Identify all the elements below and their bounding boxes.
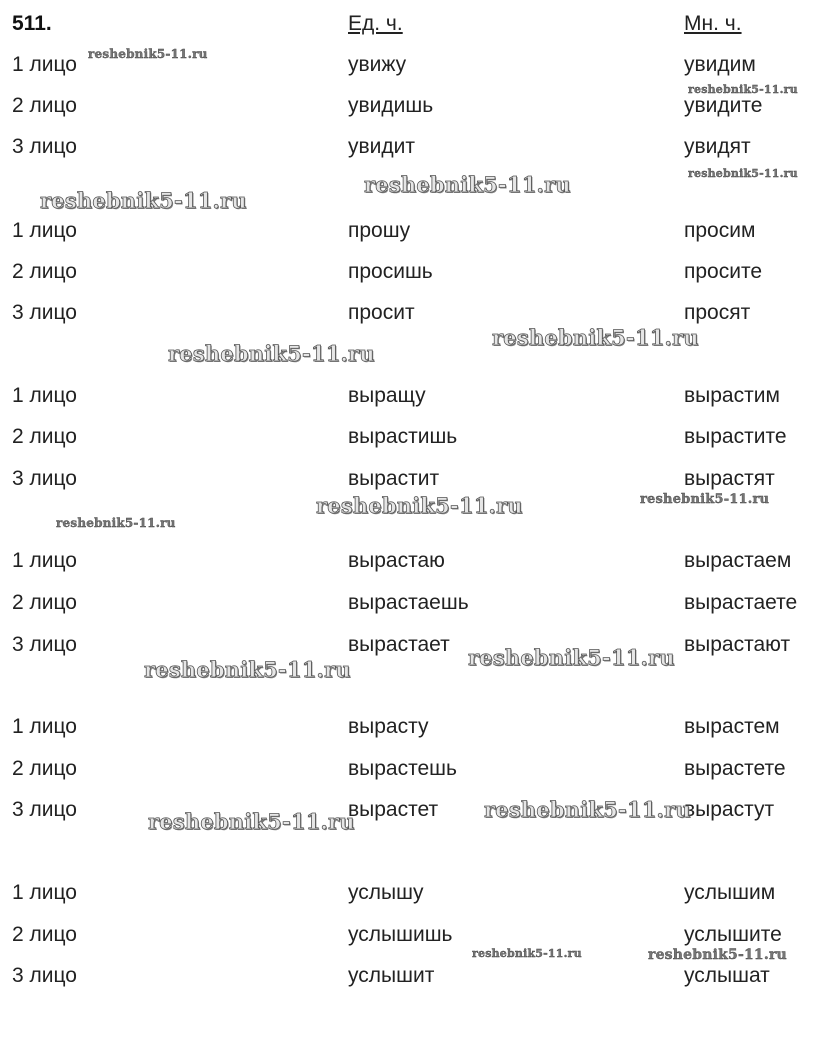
table-row bbox=[0, 630, 827, 660]
person-label: 2 лицо bbox=[12, 94, 77, 117]
singular-form: увидит bbox=[348, 135, 415, 158]
person-label: 3 лицо bbox=[12, 467, 77, 490]
table-row bbox=[0, 132, 827, 162]
singular-form: увидишь bbox=[348, 94, 434, 117]
plural-form: вырастем bbox=[684, 715, 780, 738]
watermark: reshebnik5-11.ru bbox=[688, 167, 798, 180]
plural-form: услышим bbox=[684, 881, 776, 904]
table-row bbox=[0, 257, 827, 287]
singular-form: услышишь bbox=[348, 923, 453, 946]
table-row bbox=[0, 546, 827, 576]
table-row bbox=[0, 961, 827, 991]
header-singular: Ед. ч. bbox=[348, 12, 403, 35]
person-label: 2 лицо bbox=[12, 923, 77, 946]
person-label: 2 лицо bbox=[12, 757, 77, 780]
plural-form: вырастете bbox=[684, 757, 786, 780]
table-row bbox=[0, 588, 827, 618]
watermark: reshebnik5-11.ru bbox=[88, 47, 208, 61]
watermark: reshebnik5-11.ru bbox=[468, 645, 675, 670]
watermark: reshebnik5-11.ru bbox=[688, 83, 798, 96]
singular-form: вырастаешь bbox=[348, 591, 469, 614]
watermark: reshebnik5-11.ru bbox=[364, 172, 571, 197]
singular-form: прошу bbox=[348, 219, 411, 242]
watermark: reshebnik5-11.ru bbox=[148, 809, 355, 834]
watermark: reshebnik5-11.ru bbox=[40, 188, 247, 213]
plural-form: услышите bbox=[684, 923, 782, 946]
plural-form: вырастят bbox=[684, 467, 775, 490]
singular-form: просит bbox=[348, 301, 415, 324]
plural-form: просите bbox=[684, 260, 763, 283]
plural-form: увидят bbox=[684, 135, 751, 158]
plural-form: вырастите bbox=[684, 425, 787, 448]
table-row bbox=[0, 464, 827, 494]
person-label: 3 лицо bbox=[12, 135, 77, 158]
singular-form: вырастаю bbox=[348, 549, 445, 572]
plural-form: вырастим bbox=[684, 384, 780, 407]
header-plural: Мн. ч. bbox=[684, 12, 742, 35]
table-row bbox=[0, 878, 827, 908]
plural-form: увидим bbox=[684, 53, 756, 76]
singular-form: услышу bbox=[348, 881, 424, 904]
person-label: 1 лицо bbox=[12, 53, 77, 76]
table-row bbox=[0, 795, 827, 825]
plural-form: просим bbox=[684, 219, 756, 242]
plural-form: вырастают bbox=[684, 633, 791, 656]
person-label: 3 лицо bbox=[12, 964, 77, 987]
singular-form: увижу bbox=[348, 53, 407, 76]
table-row bbox=[0, 712, 827, 742]
table-row bbox=[0, 422, 827, 452]
watermark: reshebnik5-11.ru bbox=[56, 516, 176, 530]
singular-form: вырастишь bbox=[348, 425, 458, 448]
plural-form: вырастаете bbox=[684, 591, 798, 614]
person-label: 1 лицо bbox=[12, 881, 77, 904]
person-label: 2 лицо bbox=[12, 425, 77, 448]
watermark: reshebnik5-11.ru bbox=[648, 947, 787, 963]
singular-form: услышит bbox=[348, 964, 435, 987]
person-label: 1 лицо bbox=[12, 384, 77, 407]
watermark: reshebnik5-11.ru bbox=[316, 493, 523, 518]
plural-form: вырастут bbox=[684, 798, 775, 821]
table-row bbox=[0, 216, 827, 246]
person-label: 1 лицо bbox=[12, 715, 77, 738]
watermark: reshebnik5-11.ru bbox=[144, 657, 351, 682]
singular-form: вырасту bbox=[348, 715, 429, 738]
person-label: 2 лицо bbox=[12, 260, 77, 283]
person-label: 3 лицо bbox=[12, 633, 77, 656]
person-label: 2 лицо bbox=[12, 591, 77, 614]
watermark: reshebnik5-11.ru bbox=[492, 325, 699, 350]
plural-form: увидите bbox=[684, 94, 763, 117]
watermark: reshebnik5-11.ru bbox=[484, 797, 691, 822]
watermark: reshebnik5-11.ru bbox=[168, 341, 375, 366]
person-label: 1 лицо bbox=[12, 549, 77, 572]
singular-form: вырастешь bbox=[348, 757, 457, 780]
singular-form: вырастет bbox=[348, 798, 439, 821]
person-label: 1 лицо bbox=[12, 219, 77, 242]
table-row bbox=[0, 754, 827, 784]
singular-form: вырастает bbox=[348, 633, 450, 656]
exercise-number: 511. bbox=[12, 12, 52, 35]
plural-form: вырастаем bbox=[684, 549, 792, 572]
watermark: reshebnik5-11.ru bbox=[640, 492, 770, 507]
table-row bbox=[0, 381, 827, 411]
person-label: 3 лицо bbox=[12, 301, 77, 324]
singular-form: просишь bbox=[348, 260, 433, 283]
table-row bbox=[0, 298, 827, 328]
singular-form: вырастит bbox=[348, 467, 440, 490]
plural-form: просят bbox=[684, 301, 751, 324]
plural-form: услышат bbox=[684, 964, 770, 987]
singular-form: выращу bbox=[348, 384, 426, 407]
table-row bbox=[0, 920, 827, 950]
person-label: 3 лицо bbox=[12, 798, 77, 821]
watermark: reshebnik5-11.ru bbox=[472, 947, 582, 960]
